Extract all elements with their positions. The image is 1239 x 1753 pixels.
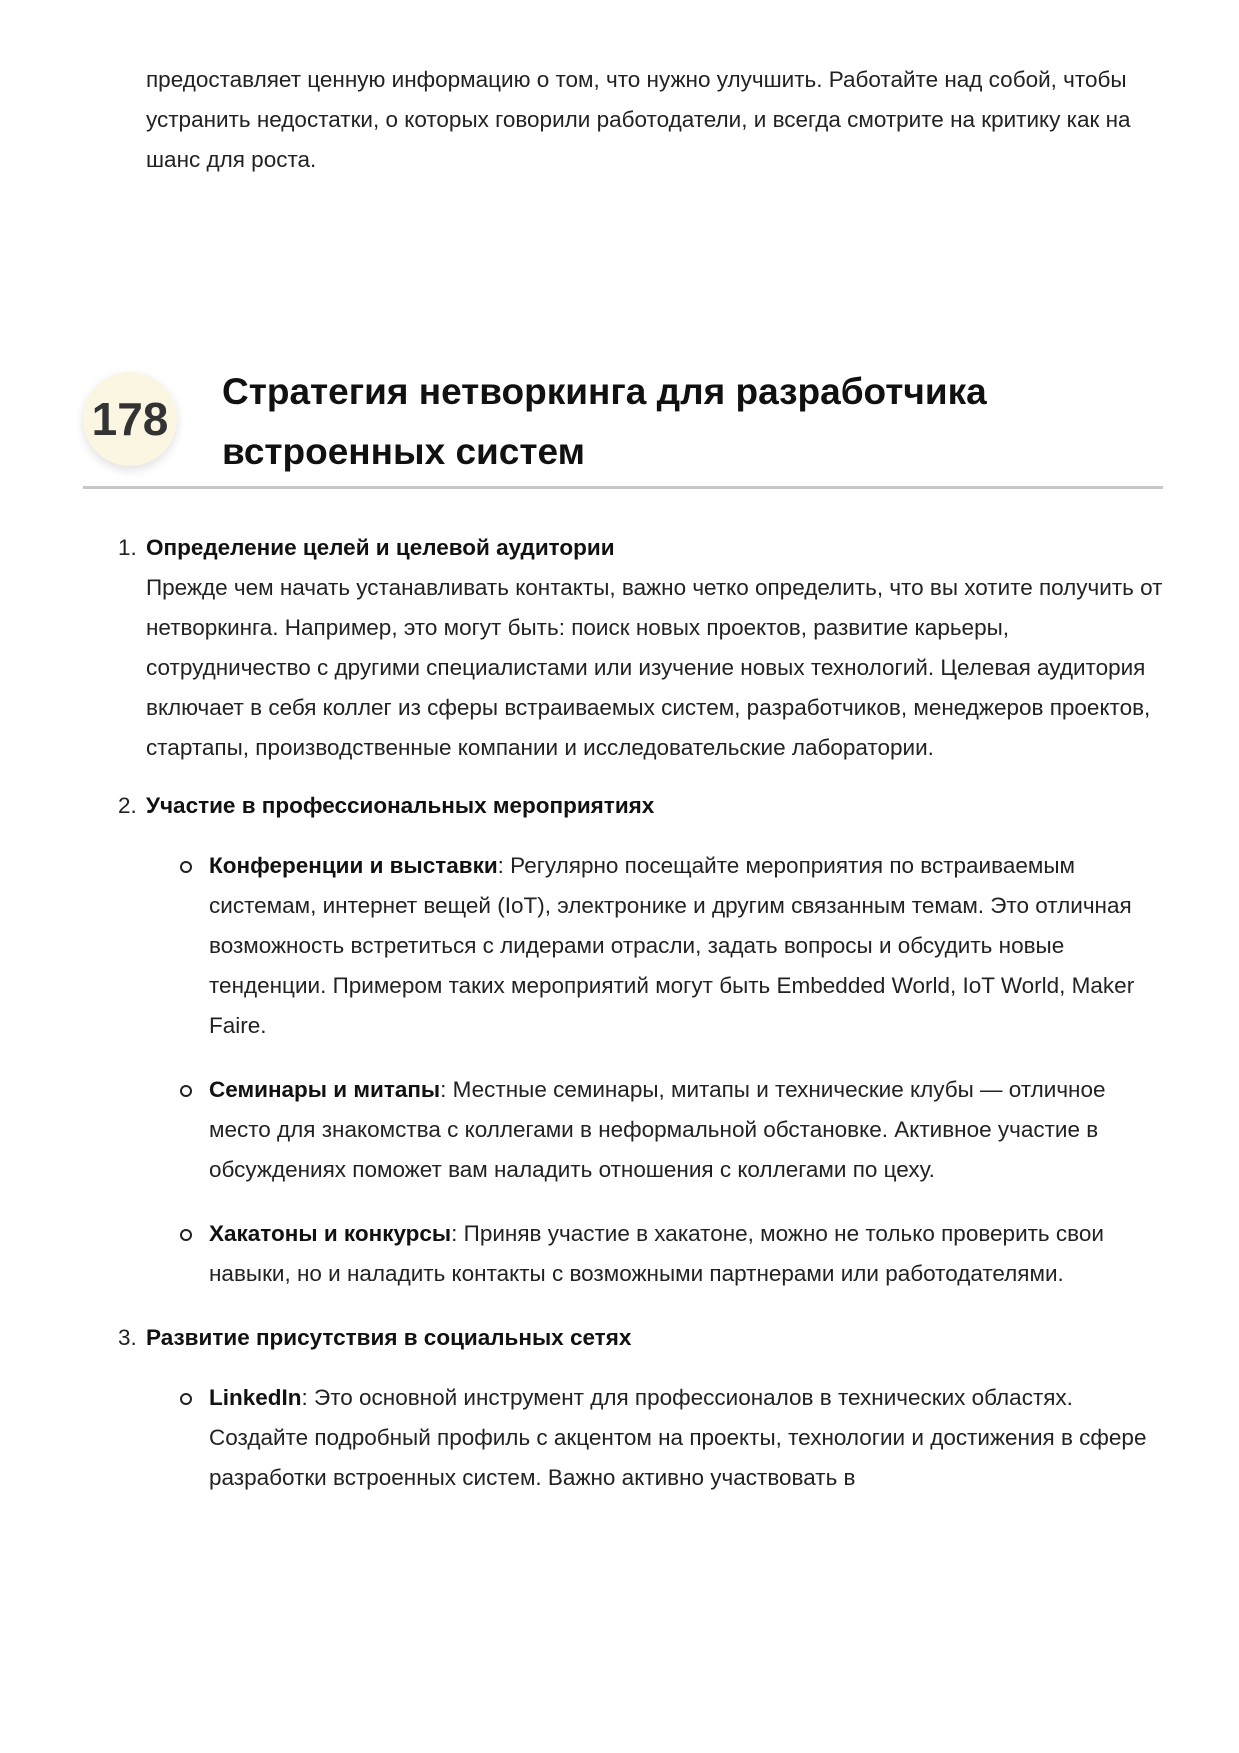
sub-term: Семинары и митапы: [209, 1077, 441, 1102]
sub-term: LinkedIn: [209, 1385, 302, 1410]
item-number: 3.: [118, 1325, 137, 1350]
bullet-icon: [180, 1229, 192, 1241]
sub-item: [209, 1070, 1166, 1190]
section-number-badge: 178: [83, 372, 177, 466]
intro-paragraph: предоставляет ценную информацию о том, что нужно улучшить. Работайте над собой, чтобы устранить недостатки, о которых говорили работодатели, и всегда смотрите на критику как на шанс для роста.: [146, 67, 1131, 172]
item-number: 2.: [118, 793, 137, 818]
sub-item: [209, 1378, 1166, 1498]
sub-text: : Местные семинары, митапы и технические клубы — отличное место для знакомства с коллегами в неформальной обстановке. Активное участие в обсуждениях поможет вам наладить отношения с коллегами по цеху.: [209, 1077, 1106, 1182]
section-header: [83, 362, 1163, 489]
item-number: 1.: [118, 535, 137, 560]
bullet-icon: [180, 861, 192, 873]
sub-term: Конференции и выставки: [209, 853, 498, 878]
sub-text: : Приняв участие в хакатоне, можно не только проверить свои навыки, но и наладить контакты с возможными партнерами или работодателями.: [209, 1221, 1104, 1286]
list-item: [118, 786, 1166, 1294]
bullet-icon: [180, 1085, 192, 1097]
item-title: Определение целей и целевой аудитории: [146, 535, 615, 560]
numbered-list: [118, 528, 1166, 1522]
list-item: [118, 1318, 1166, 1498]
item-title: Развитие присутствия в социальных сетях: [146, 1325, 632, 1350]
section-title: Стратегия нетворкинга для разработчика встроенных систем: [222, 371, 987, 472]
bullet-icon: [180, 1393, 192, 1405]
sub-text: : Это основной инструмент для профессионалов в технических областях. Создайте подробный профиль с акцентом на проекты, технологии и достижения в сфере разработки встроенных систем. Важно активно участвовать в: [209, 1385, 1147, 1490]
sub-item: [209, 1214, 1166, 1294]
sub-term: Хакатоны и конкурсы: [209, 1221, 452, 1246]
item-text: Прежде чем начать устанавливать контакты, важно четко определить, что вы хотите получить от нетворкинга. Например, это могут быть: поиск новых проектов, развитие карьеры, сотрудничество с другими специалистами или изучение новых технологий. Целевая аудитория включает в себя коллег из сферы встраиваемых систем, разработчиков, менеджеров проектов, стартапы, производственные компании и исследовательские лаборатории.: [146, 575, 1163, 760]
sub-text: : Регулярно посещайте мероприятия по встраиваемым системам, интернет вещей (IoT), электронике и другим связанным темам. Это отличная возможность встретиться с лидерами отрасли, задать вопросы и обсудить новые тенденции. Примером таких мероприятий могут быть Embedded World, IoT World, Maker Faire.: [209, 853, 1135, 1038]
list-item: [118, 528, 1166, 768]
item-title: Участие в профессиональных мероприятиях: [146, 793, 655, 818]
sub-item: [209, 846, 1166, 1046]
